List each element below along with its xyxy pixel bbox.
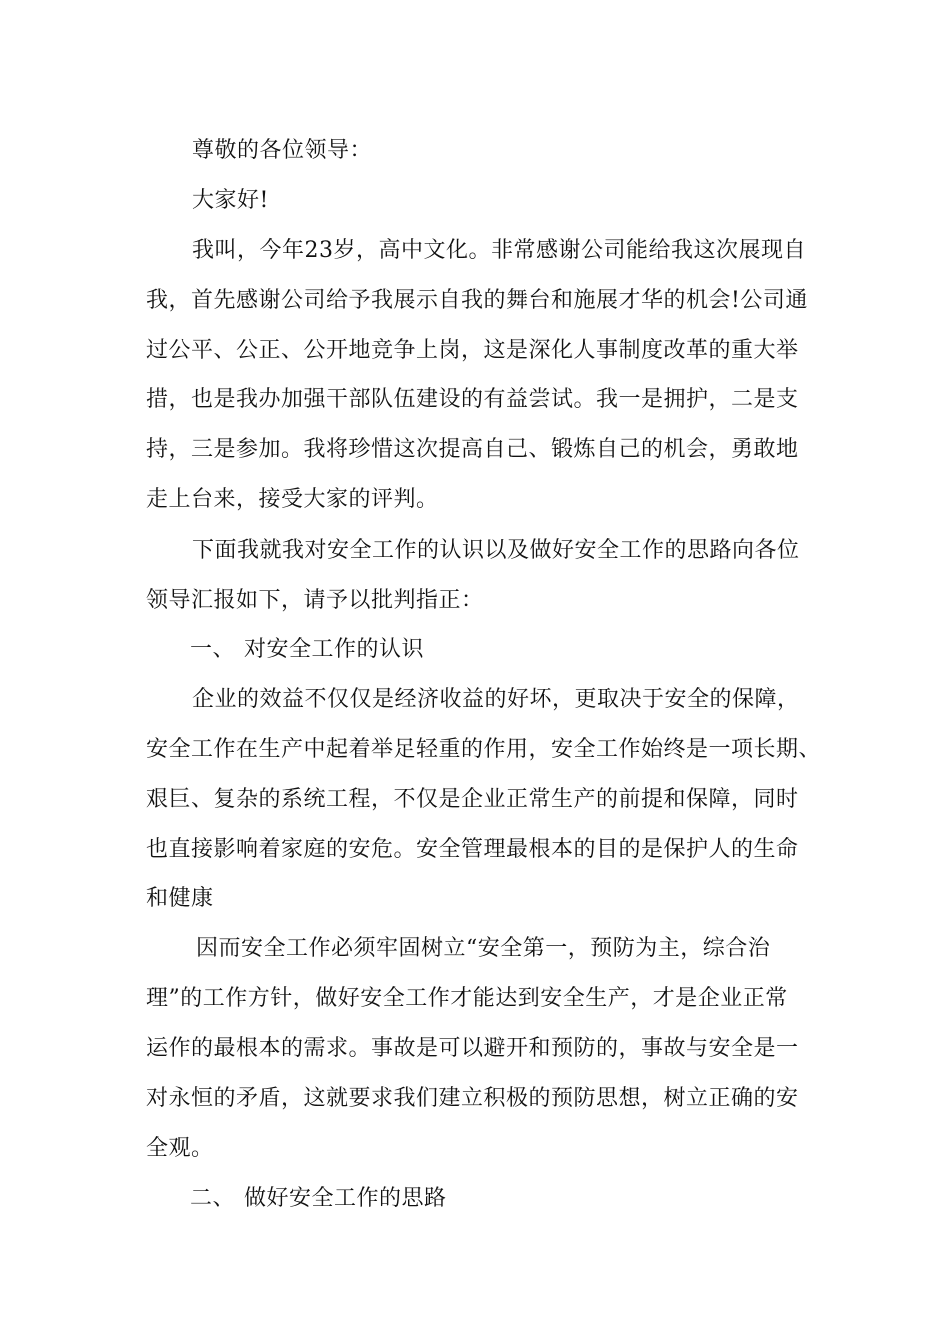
paragraph-line: 措，也是我办加强干部队伍建设的有益尝试。我一是拥护，二是支 bbox=[146, 387, 799, 412]
paragraph-line: 因而安全工作必须牢固树立“安全第一，预防为主，综合治 bbox=[196, 936, 771, 961]
paragraph-line: 安全工作在生产中起着举足轻重的作用，安全工作始终是一项长期、 bbox=[146, 737, 822, 762]
paragraph-line: 运作的最根本的需求。事故是可以避开和预防的，事故与安全是一 bbox=[146, 1036, 799, 1061]
paragraph-line: 持，三是参加。我将珍惜这次提高自己、锻炼自己的机会，勇敢地 bbox=[146, 437, 799, 462]
paragraph-line: 过公平、公正、公开地竞争上岗，这是深化人事制度改革的重大举 bbox=[146, 338, 799, 363]
section-title: 对安全工作的认识 bbox=[244, 637, 425, 662]
salutation: 尊敬的各位领导： bbox=[192, 138, 373, 163]
paragraph-line: 领导汇报如下，请予以批判指正： bbox=[146, 588, 484, 613]
paragraph-line: 走上台来，接受大家的评判。 bbox=[146, 487, 439, 512]
paragraph-line: 我叫，今年23岁，高中文化。非常感谢公司能给我这次展现自 bbox=[192, 238, 806, 263]
section-number: 一、 bbox=[190, 637, 236, 662]
paragraph-line: 我，首先感谢公司给予我展示自我的舞台和施展才华的机会!公司通 bbox=[146, 288, 808, 313]
paragraph-line: 下面我就我对安全工作的认识以及做好安全工作的思路向各位 bbox=[192, 538, 800, 563]
greeting: 大家好! bbox=[192, 188, 269, 213]
section-number: 二、 bbox=[190, 1186, 236, 1211]
paragraph-line: 艰巨、复杂的系统工程，不仅是企业正常生产的前提和保障，同时 bbox=[146, 787, 799, 812]
paragraph-line: 企业的效益不仅仅是经济收益的好坏，更取决于安全的保障， bbox=[192, 687, 800, 712]
paragraph-line: 和健康 bbox=[146, 886, 214, 911]
paragraph-line: 也直接影响着家庭的安危。安全管理最根本的目的是保护人的生命 bbox=[146, 837, 799, 862]
paragraph-line: 全观。 bbox=[146, 1136, 214, 1161]
section-title: 做好安全工作的思路 bbox=[244, 1186, 447, 1211]
paragraph-line: 理”的工作方针，做好安全工作才能达到安全生产，才是企业正常 bbox=[146, 986, 788, 1011]
paragraph-line: 对永恒的矛盾，这就要求我们建立积极的预防思想，树立正确的安 bbox=[146, 1086, 799, 1111]
